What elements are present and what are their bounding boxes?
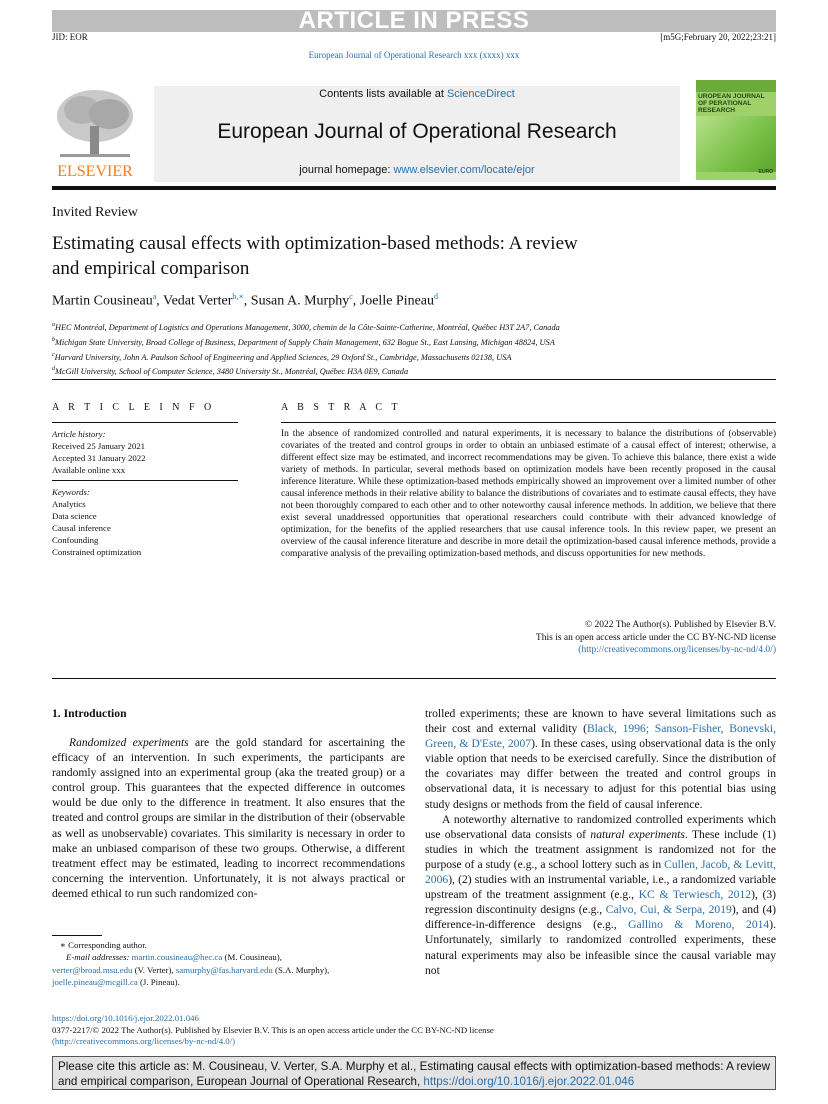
keyword: Analytics xyxy=(52,499,86,509)
keyword: Causal inference xyxy=(52,523,111,533)
author-name[interactable]: Susan A. Murphy xyxy=(250,293,350,309)
author-name[interactable]: Joelle Pineau xyxy=(359,293,435,309)
citation-link[interactable]: Black, 1996; Sanson-Fisher, Bonevski, Green, & D'Este, 2007 xyxy=(425,722,776,751)
history-entry: Available online xxx xyxy=(52,465,126,475)
email-link[interactable]: verter@broad.msu.edu xyxy=(52,964,133,975)
citation-link[interactable]: Calvo, Cui, & Serpa, 2019 xyxy=(605,903,732,917)
elsevier-tree-icon xyxy=(52,86,138,180)
journal-title: European Journal of Operational Research xyxy=(217,120,617,143)
section-heading-introduction: 1. Introduction xyxy=(52,707,127,720)
homepage-link[interactable]: www.elsevier.com/locate/ejor xyxy=(393,164,535,176)
article-title: Estimating causal effects with optimization-based methods: A review and empirical comparison xyxy=(52,233,578,279)
keyword: Confounding xyxy=(52,535,99,545)
doi-block: https://doi.org/10.1016/j.ejor.2022.01.046 0377-2217/© 2022 The Author(s). Published by Elsevier B.V. This is an open access article under the CC BY-NC-ND license (http://creativecommons.org/licenses/by-nc-nd/4.0/) xyxy=(52,1013,494,1046)
history-entry: Accepted 31 January 2022 xyxy=(52,453,146,463)
build-stamp: [m5G;February 20, 2022;23:21] xyxy=(660,32,776,42)
author-affiliation-marker[interactable]: b,∗ xyxy=(232,292,244,301)
citation-link[interactable]: KC & Terwiesch, 2012 xyxy=(638,888,752,902)
body-column-left: Randomized experiments are the gold standard for ascertaining the efficacy of an intervention. In such experiments, the participants are randomly assigned into an experimental group (aka the treated group) or a control group. This guarantees that the expected difference in outcomes would be due only to the difference in treatment. It also ensures that the treated and control groups are similar in the distribution of their (observable as well as unobservable) covariates. This similarity is necessary in order to make an unbiased comparison of these two groups. Otherwise, a different treatment effect may be estimated, leading to incorrect recommendations concerning the intervention. Unfortunately, it is not always practical or deemed ethical to run such randomized con- xyxy=(52,736,406,900)
doi-link[interactable]: https://doi.org/10.1016/j.ejor.2022.01.046 xyxy=(52,1013,199,1023)
header-rule xyxy=(52,186,776,190)
citation-link[interactable]: Gallino & Moreno, 2014 xyxy=(628,918,770,932)
article-history: Article history: Received 25 January 2021 Accepted 31 January 2022 Available online xxx xyxy=(52,429,146,475)
email-link[interactable]: joelle.pineau@mcgill.ca xyxy=(52,976,138,987)
article-type: Invited Review xyxy=(52,205,138,220)
copyright-block: © 2022 The Author(s). Published by Elsevier B.V. This is an open access article under the CC BY-NC-ND license (http://creativecommons.org/licenses/by-nc-nd/4.0/) xyxy=(281,619,776,657)
author-affiliation-marker[interactable]: c xyxy=(349,292,353,301)
abstract-heading: A B S T R A C T xyxy=(281,402,402,413)
elsevier-logo[interactable] xyxy=(52,86,138,180)
corresponding-author-note: ∗ Corresponding author. xyxy=(60,940,147,950)
abstract-rule xyxy=(52,678,776,679)
license-link[interactable]: (http://creativecommons.org/licenses/by-nc-nd/4.0/) xyxy=(52,1036,236,1046)
author-affiliation-marker[interactable]: a xyxy=(152,292,157,301)
citation-box: Please cite this article as: M. Cousineau, V. Verter, S.A. Murphy et al., Estimating causal effects with optimization-based methods: A review and empirical comparison, European Journal of Operational Research, https://doi.org/10.1016/j.ejor.2022.01.046 xyxy=(52,1056,776,1090)
homepage-line: journal homepage: www.elsevier.com/locate/ejor xyxy=(299,164,535,176)
abstract-text: In the absence of randomized controlled and natural experiments, it is necessary to balance the distributions of (observable) covariates of the treated and control groups in order to obtain an unbiased estimate of a causal effect of interest; otherwise, a different effect size may be estimated, and incorrect recommendations may be given. To achieve this balance, there exist a wide variety of methods. In particular, several methods based on optimization models have been recently proposed in the causal inference literature. While these optimization-based methods empirically showed an improvement over a limited number of other causal inference methods in their relative ability to balance the distributions of covariates and to estimate causal effects, they have not been thoroughly compared to each other and to other noteworthy causal inference methods. In addition, we believe that there exist several unaddressed opportunities that operational researchers could contribute with their advanced knowledge of optimization, for the benefits of the applied researchers that use causal inference tools. In this review paper, we present an overview of the causal inference literature and describe in more detail the optimization-based causal inference methods, provide a comparative analysis of the prevailing optimization-based methods, and discuss opportunities for new methods. xyxy=(281,429,776,560)
author-name[interactable]: Martin Cousineau xyxy=(52,293,153,309)
article-info-heading: A R T I C L E I N F O xyxy=(52,402,215,413)
keyword: Data science xyxy=(52,511,97,521)
footnote: ∗ Corresponding author. E-mail addresses: martin.cousineau@hec.ca (M. Cousineau), verter@broad.msu.edu (V. Verter), samurphy@fas.harvard.edu (S.A. Murphy), joelle.pineau@mcgill.ca (J. Pineau). xyxy=(52,939,405,988)
article-in-press-banner: ARTICLE IN PRESS xyxy=(52,10,776,32)
journal-id: JID: EOR xyxy=(52,32,88,42)
history-entry: Received 25 January 2021 xyxy=(52,441,146,451)
keywords: Keywords: Analytics Data science Causal inference Confounding Constrained optimization xyxy=(52,487,142,557)
license-link[interactable]: (http://creativecommons.org/licenses/by-nc-nd/4.0/) xyxy=(578,645,776,655)
keyword: Constrained optimization xyxy=(52,547,142,557)
author-list: Martin Cousineau$^a$, Vedat Verter$^{b,∗}$, Susan A. Murphy$^c$, Joelle Pineau$^d$ xyxy=(52,292,439,309)
citation-link[interactable]: Cullen, Jacob, & Levitt, 2006 xyxy=(425,857,776,887)
affiliation-line: $^c$Harvard University, John A. Paulson School of Engineering and Applied Sciences, 29 Oxford St., Cambridge, Massachusetts 02138, USA xyxy=(52,351,512,362)
email-link[interactable]: martin.cousineau@hec.ca xyxy=(131,952,223,963)
affiliation-line: $^d$McGill University, School of Computer Science, 3480 University St., Montréal, Québec H3A 0E9, Canada xyxy=(52,366,409,377)
journal-cover-thumbnail[interactable]: UROPEAN JOURNAL OF PERATIONAL RESEARCH EURO xyxy=(696,80,776,180)
affiliations xyxy=(52,319,560,378)
svg-text:ELSEVIER: ELSEVIER xyxy=(57,163,133,180)
citation-doi-link[interactable]: https://doi.org/10.1016/j.ejor.2022.01.046 xyxy=(423,1075,635,1088)
email-link[interactable]: samurphy@fas.harvard.edu xyxy=(175,964,273,975)
sciencedirect-link[interactable]: ScienceDirect xyxy=(446,88,515,100)
affiliation-line: $^a$HEC Montréal, Department of Logistics and Operations Management, 3000, chemin de la Côte-Sainte-Catherine, Montréal, Québec H3T 2A7, Canada xyxy=(52,322,560,332)
author-affiliation-marker[interactable]: d xyxy=(434,292,439,301)
title-rule xyxy=(52,379,776,380)
body-column-right: trolled experiments; these are known to have several limitations such as their cost and external validity (Black, 1996; Sanson-Fisher, Bonevski, Green, & D'Este, 2007). In these cases, using observational data is the only viable option that needs to be exercised carefully. Since the distribution of the covariates may differ between the treated and control groups in observational data, it is necessary to adjust for this potential bias using study designs or methods from the field of causal inference. A noteworthy alternative to randomized controlled experiments which use observational data consists of natural experiments. These include (1) studies in which the treatment assignment is randomized not for the purpose of a study (e.g., a school lottery such as in Cullen, Jacob, & Levitt, 2006), (2) studies with an instrumental variable, i.e., a randomized variable upstream of the treatment assignment (e.g., KC & Terwiesch, 2012), (3) regression discontinuity designs (e.g., Calvo, Cui, & Serpa, 2019), and (4) difference-in-difference designs (e.g., Gallino & Moreno, 2014). Unfortunately, similarly to randomized controlled experiments, these natural experiments may also be infeasible since the causal variable may not xyxy=(425,707,777,977)
affiliation-line: $^b$Michigan State University, Broad College of Business, Department of Supply Chain Management, 632 Bogue St., East Lansing, Michigan 48824, USA xyxy=(52,336,555,347)
author-name[interactable]: Vedat Verter xyxy=(163,293,233,309)
journal-reference-link[interactable]: European Journal of Operational Research xxx (xxxx) xxx xyxy=(308,50,520,60)
contents-line: Contents lists available at ScienceDirect xyxy=(319,88,515,100)
